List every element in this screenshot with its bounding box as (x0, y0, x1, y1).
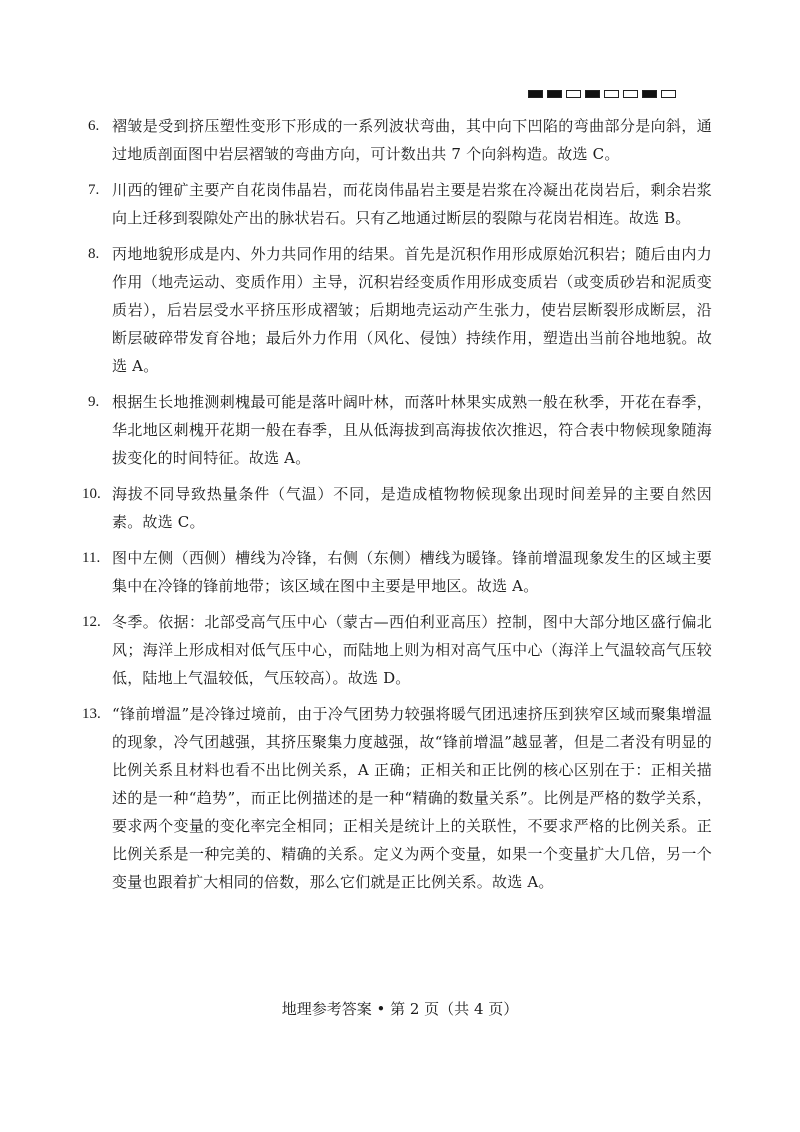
page-marker-block (642, 90, 657, 98)
answer-item (82, 480, 712, 536)
answer-item (88, 240, 712, 380)
answer-text: 川西的锂矿主要产自花岗伟晶岩，而花岗伟晶岩主要是岩浆在冷凝出花岗岩后，剩余岩浆向上迁移到裂隙处产出的脉状岩石。只有乙地通过断层的裂隙与花岗岩相连。故选 B。 (112, 181, 712, 227)
page-marker-block (547, 90, 562, 98)
question-number: 13. (82, 706, 101, 722)
page-marker-block (566, 90, 581, 98)
question-number: 12. (82, 614, 101, 630)
page-marker-block (623, 90, 638, 98)
answer-text: 冬季。依据：北部受高气压中心（蒙古—西伯利亚高压）控制，图中大部分地区盛行偏北风；海洋上形成相对低气压中心，而陆地上则为相对高气压中心（海洋上气温较高气压较低，陆地上气温较低，气压较高）。故选 D。 (112, 613, 712, 687)
page-marker-block (528, 90, 543, 98)
answer-text: 丙地地貌形成是内、外力共同作用的结果。首先是沉积作用形成原始沉积岩；随后由内力作用（地壳运动、变质作用）主导，沉积岩经变质作用形成变质岩（或变质砂岩和泥质变质岩），后岩层受水平挤压形成褶皱；后期地壳运动产生张力，使岩层断裂形成断层，沿断层破碎带发育谷地；最后外力作用（风化、侵蚀）持续作用，塑造出当前谷地地貌。故选 A。 (112, 245, 712, 375)
question-number: 10. (82, 486, 101, 502)
question-number: 7. (88, 182, 100, 198)
answer-item (88, 176, 712, 232)
answer-item (82, 608, 712, 692)
answer-text: 图中左侧（西侧）槽线为冷锋，右侧（东侧）槽线为暖锋。锋前增温现象发生的区域主要集中在冷锋的锋前地带；该区域在图中主要是甲地区。故选 A。 (112, 549, 712, 595)
answer-text: “锋前增温”是冷锋过境前，由于冷气团势力较强将暖气团迅速挤压到狭窄区域而聚集增温的现象，冷气团越强，其挤压聚集力度越强，故“锋前增温”越显著，但是二者没有明显的比例关系且材料也看不出比例关系，A 正确；正相关和正比例的核心区别在于：正相关描述的是一种“趋势”，而正比例描述的是一种“精确的数量关系”。比例是严格的数学关系，要求两个变量的变化率完全相同；正相关是统计上的关联性，不要求严格的比例关系。正比例关系是一种完美的、精确的关系。定义为两个变量，如果一个变量扩大几倍，另一个变量也跟着扩大相同的倍数，那么它们就是正比例关系。故选 A。 (112, 705, 712, 891)
answer-item (88, 112, 712, 168)
answer-item (88, 388, 712, 472)
page-marker-block (604, 90, 619, 98)
question-number: 11. (82, 550, 101, 566)
question-number: 8. (88, 246, 100, 262)
answer-text: 褶皱是受到挤压塑性变形下形成的一系列波状弯曲，其中向下凹陷的弯曲部分是向斜，通过地质剖面图中岩层褶皱的弯曲方向，可计数出共 7 个向斜构造。故选 C。 (112, 117, 712, 163)
question-number: 9. (88, 394, 100, 410)
page-marker-block (585, 90, 600, 98)
page-marker-strip (528, 90, 676, 98)
answer-item (82, 544, 712, 600)
answer-text: 海拔不同导致热量条件（气温）不同，是造成植物物候现象出现时间差异的主要自然因素。故选 C。 (112, 485, 712, 531)
question-number: 6. (88, 118, 100, 134)
answer-text: 根据生长地推测刺槐最可能是落叶阔叶林，而落叶林果实成熟一般在秋季，开花在春季，华北地区刺槐开花期一般在春季，且从低海拔到高海拔依次推迟，符合表中物候现象随海拔变化的时间特征。故选 A。 (112, 393, 712, 467)
page-footer: 地理参考答案 • 第 2 页（共 4 页） (281, 1000, 519, 1018)
answer-item (82, 700, 712, 896)
page-marker-block (661, 90, 676, 98)
answer-list (82, 112, 712, 904)
